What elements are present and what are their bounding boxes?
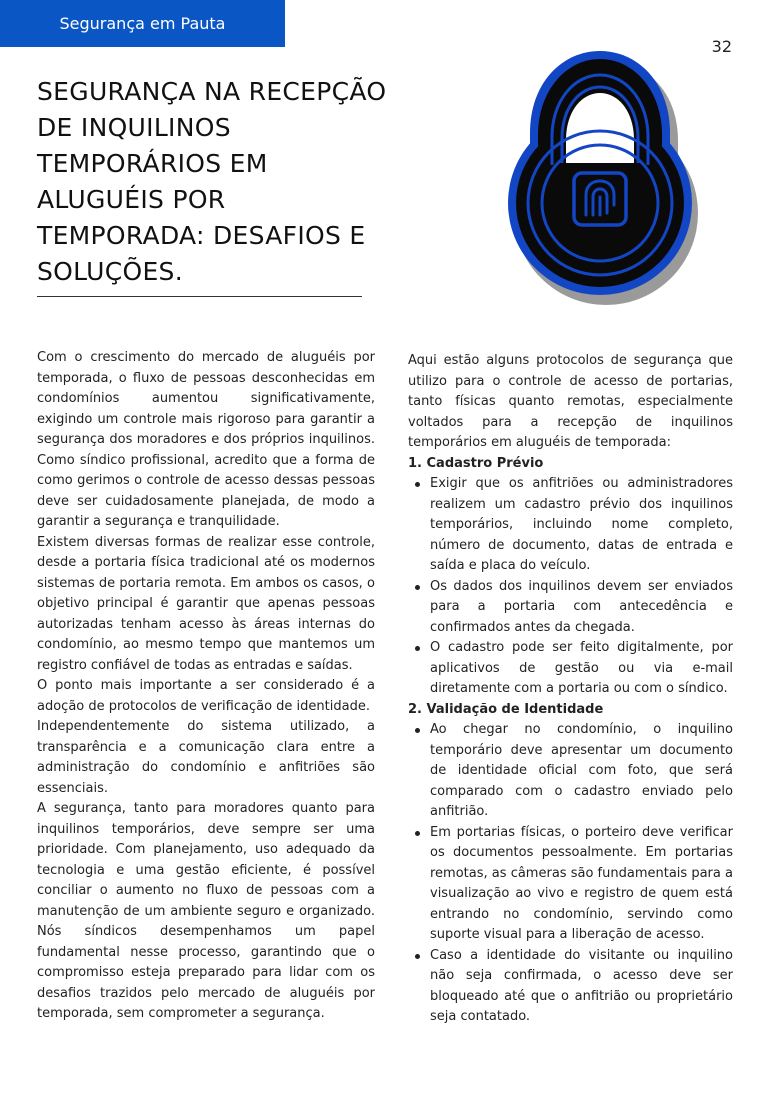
list-item: O cadastro pode ser feito digitalmente, por aplicativos de gestão ou via e-mail diretamente com a portaria ou com o síndico. — [430, 638, 733, 700]
bullet-list — [408, 720, 733, 1028]
list-item: Ao chegar no condomínio, o inquilino temporário deve apresentar um documento de identidade oficial com foto, que será comparado com o cadastro enviado pelo anfitrião. — [430, 720, 733, 823]
publication-name: Segurança em Pauta — [59, 14, 226, 33]
paragraph: Independentemente do sistema utilizado, a transparência e a comunicação clara entre a administração do condomínio e anfitriões são essenciais. — [37, 719, 375, 796]
publication-header — [0, 0, 285, 47]
list-item: Caso a identidade do visitante ou inquilino não seja confirmada, o acesso deve ser bloqueado até que o anfitrião ou proprietário seja contatado. — [430, 946, 733, 1028]
padlock-fingerprint-icon — [500, 45, 700, 305]
title-divider — [37, 296, 362, 297]
list-item: Exigir que os anfitriões ou administradores realizem um cadastro prévio dos inquilinos temporários, incluindo nome completo, número de documento, datas de entrada e saída e placa do veículo. — [430, 474, 733, 577]
section-heading: 2. Validação de Identidade — [408, 701, 604, 717]
list-item: Os dados dos inquilinos devem ser enviados para a portaria com antecedência e confirmados antes da chegada. — [430, 577, 733, 639]
section-heading: 1. Cadastro Prévio — [408, 455, 544, 471]
right-column — [408, 351, 733, 1028]
left-column — [37, 348, 375, 1025]
article-title: SEGURANÇA NA RECEPÇÃO DE INQUILINOS TEMPORÁRIOS EM ALUGUÉIS POR TEMPORADA: DESAFIOS E SOLUÇÕES. — [37, 77, 387, 286]
page-number: 32 — [711, 37, 732, 56]
bullet-list — [408, 474, 733, 700]
paragraph: Com o crescimento do mercado de aluguéis por temporada, o fluxo de pessoas desconhecidas em condomínios aumentou significativamente, exigindo um controle mais rigoroso para garantir a segurança dos moradores e dos próprios inquilinos. Como síndico profissional, acredito que a forma de como gerimos o controle de acesso dessas pessoas deve ser cuidadosamente planejada, de modo a garantir a segurança e tranquilidade. — [37, 350, 375, 529]
paragraph: Existem diversas formas de realizar esse controle, desde a portaria física tradicional até os modernos sistemas de portaria remota. Em ambos os casos, o objetivo principal é garantir que apenas pessoas autorizadas tenham acesso às áreas internas do condomínio, ao mesmo tempo que mantemos um registro confiável de todas as entradas e saídas. — [37, 534, 375, 673]
paragraph: A segurança, tanto para moradores quanto para inquilinos temporários, deve sempre ser uma prioridade. Com planejamento, uso adequado da tecnologia e uma gestão eficiente, é possível conciliar o aumento no fluxo de pessoas com a manutenção de um ambiente seguro e organizado. Nós síndicos desempenhamos um papel fundamental nesse processo, garantindo que o compromisso esteja preparado para lidar com os desafios trazidos pelo mercado de aluguéis por temporada, sem comprometer a segurança. — [37, 801, 375, 1021]
intro-paragraph: Aqui estão alguns protocolos de segurança que utilizo para o controle de acesso de portarias, tanto físicas quanto remotas, especialmente voltados para a recepção de inquilinos temporários em aluguéis de temporada: — [408, 353, 733, 450]
paragraph: O ponto mais importante a ser considerado é a adoção de protocolos de verificação de identidade. — [37, 678, 375, 714]
list-item: Em portarias físicas, o porteiro deve verificar os documentos pessoalmente. Em portarias remotas, as câmeras são fundamentais para a visualização ao vivo e registro de quem está entrando no condomínio, servindo como suporte visual para a liberação de acesso. — [430, 823, 733, 946]
